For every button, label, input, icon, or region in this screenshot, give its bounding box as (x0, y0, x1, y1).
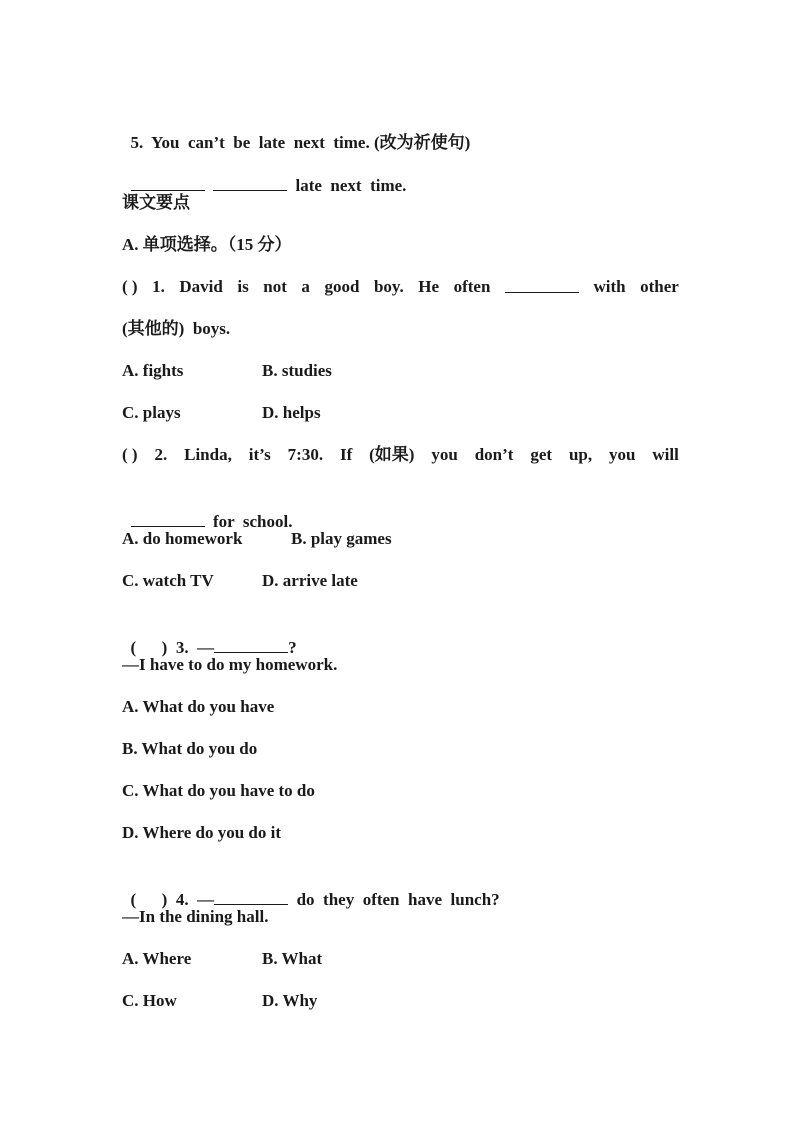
q1-word: is (237, 277, 249, 296)
q2-stem-tail: for school. (213, 512, 293, 531)
answer-blank[interactable] (214, 887, 288, 905)
q3-option-a[interactable]: A. What do you have (122, 697, 275, 716)
q1-option-c[interactable]: C. plays (122, 403, 181, 422)
q3-option-d[interactable]: D. Where do you do it (122, 823, 282, 842)
q2-word: will (652, 445, 679, 464)
q1-word: not (263, 277, 287, 296)
q2-word: get (530, 445, 553, 464)
q1-word: often (453, 277, 491, 296)
answer-paren[interactable]: ( ) (130, 638, 168, 657)
q1-option-d[interactable]: D. helps (262, 403, 321, 422)
q2-word: you (609, 445, 636, 464)
q5-number: 5. (130, 133, 144, 152)
q5-instruction: (改为祈使句) (373, 133, 471, 152)
q4-option-b[interactable]: B. What (262, 949, 323, 968)
q2-word: (如果) (369, 445, 415, 464)
q4-reply: —In the dining hall. (122, 907, 269, 926)
answer-paren[interactable]: ( ) (122, 445, 138, 464)
q3-reply: —I have to do my homework. (122, 655, 338, 674)
q3-prefix: — (197, 638, 215, 657)
q2-word: Linda, (184, 445, 232, 464)
q4-prefix: — (197, 890, 215, 909)
q2-option-b[interactable]: B. play games (291, 529, 392, 548)
q3-suffix: ? (288, 638, 297, 657)
q1-word: with (593, 277, 626, 296)
q4-option-c[interactable]: C. How (122, 991, 177, 1010)
q2-option-d[interactable]: D. arrive late (262, 571, 358, 590)
part-a-heading: A. 单项选择。（15 分） (122, 235, 292, 254)
q2-option-a[interactable]: A. do homework (122, 529, 243, 548)
q1-word: He (418, 277, 440, 296)
q2-option-c[interactable]: C. watch TV (122, 571, 214, 590)
answer-blank[interactable] (214, 635, 288, 653)
q2-stem-line (122, 443, 679, 467)
q1-word: a (301, 277, 310, 296)
q1-word: boy. (373, 277, 404, 296)
q2-word: up, (568, 445, 593, 464)
section-heading: 课文要点 (122, 193, 190, 212)
q4-suffix: do they often have lunch? (296, 890, 500, 909)
q1-word: other (640, 277, 679, 296)
answer-paren[interactable]: ( ) (130, 890, 168, 909)
q1-word: good (324, 277, 360, 296)
q1-stem-line (122, 275, 679, 299)
q2-word: 2. (154, 445, 168, 464)
q1-stem-line2: (其他的) boys. (122, 319, 231, 338)
q4-option-d[interactable]: D. Why (262, 991, 318, 1010)
q3-option-c[interactable]: C. What do you have to do (122, 781, 315, 800)
q2-word: it’s (248, 445, 271, 464)
q5-sentence: You can’t be late next time. (151, 133, 370, 152)
q3-option-b[interactable]: B. What do you do (122, 739, 258, 758)
q4-option-a[interactable]: A. Where (122, 949, 192, 968)
q2-word: don’t (474, 445, 514, 464)
q5-answer-tail: late next time. (295, 176, 407, 195)
q2-word: 7:30. (287, 445, 324, 464)
q5-line (122, 107, 470, 155)
q1-word: David (179, 277, 223, 296)
q3-number: 3. (175, 638, 189, 657)
answer-paren[interactable]: ( ) (122, 277, 138, 296)
q2-word: If (339, 445, 353, 464)
answer-blank[interactable] (505, 275, 579, 293)
q1-word: 1. (152, 277, 165, 296)
q1-option-b[interactable]: B. studies (262, 361, 332, 380)
q4-number: 4. (175, 890, 189, 909)
answer-blank[interactable] (213, 173, 287, 191)
answer-blank[interactable] (131, 173, 205, 191)
answer-blank[interactable] (131, 509, 205, 527)
q2-word: you (431, 445, 458, 464)
q1-option-a[interactable]: A. fights (122, 361, 184, 380)
